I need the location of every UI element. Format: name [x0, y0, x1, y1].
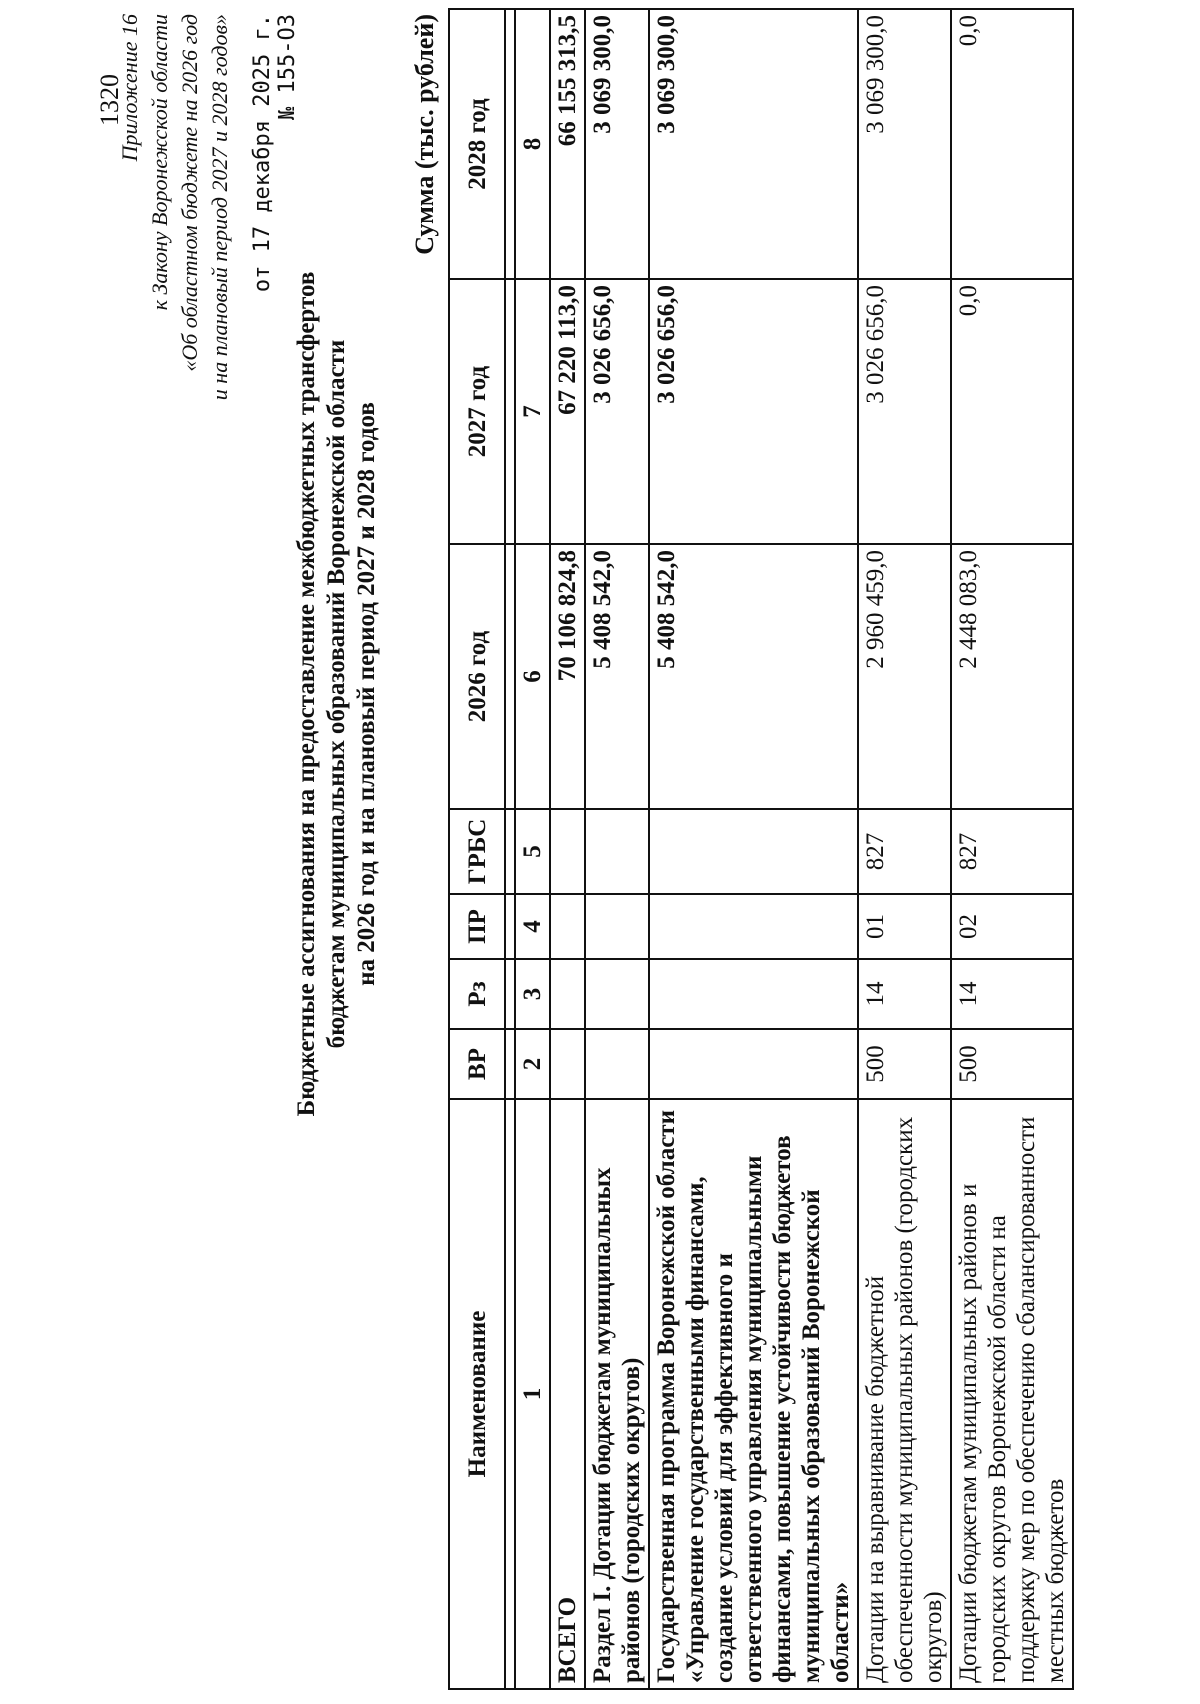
header-vr: ВР: [449, 1029, 505, 1099]
index-cell: 7: [515, 279, 550, 544]
page-number: 1320: [95, 74, 124, 126]
row-2027: 67 220 113,0: [550, 279, 585, 544]
row-pr: [649, 894, 858, 959]
row-rz: 14: [858, 959, 951, 1029]
row-2028: 66 155 313,5: [550, 9, 585, 279]
header-grbs: ГРБС: [449, 809, 505, 894]
index-cell: 3: [515, 959, 550, 1029]
law-date-number: от 17 декабря 2025 г. № 155-ОЗ: [250, 14, 300, 293]
appendix-line: и на плановый период 2027 и 2028 годов»: [207, 14, 232, 401]
row-2027: 0,0: [951, 279, 1073, 544]
row-2027: 3 026 656,0: [649, 279, 858, 544]
index-cell: 6: [515, 544, 550, 809]
table-row: [951, 9, 1073, 1689]
row-2028: 3 069 300,0: [858, 9, 951, 279]
row-2028: 3 069 300,0: [585, 9, 649, 279]
header-rz: Рз: [449, 959, 505, 1029]
row-grbs: 827: [951, 809, 1073, 894]
index-cell: 4: [515, 894, 550, 959]
row-2026: 5 408 542,0: [585, 544, 649, 809]
header-2028: 2028 год: [449, 9, 505, 279]
row-2027: 3 026 656,0: [858, 279, 951, 544]
row-rz: [649, 959, 858, 1029]
row-rz: [550, 959, 585, 1029]
row-2028: 3 069 300,0: [649, 9, 858, 279]
row-2026: 2 960 459,0: [858, 544, 951, 809]
header-name: Наименование: [449, 1099, 505, 1689]
table-row-program: [649, 9, 858, 1689]
row-rz: 14: [951, 959, 1073, 1029]
row-pr: [585, 894, 649, 959]
row-2026: 5 408 542,0: [649, 544, 858, 809]
row-pr: 02: [951, 894, 1073, 959]
row-2026: 2 448 083,0: [951, 544, 1073, 809]
row-vr: [585, 1029, 649, 1099]
appendix-line: «Об областном бюджете на 2026 год: [177, 14, 202, 372]
row-grbs: [649, 809, 858, 894]
row-name: Государственная программа Воронежской области «Управление государственными финансами, создание условий для эффективного и ответственного управления муниципальными финансами, повышение устойчивости бюджетов муниципальных образований Воронежской области»: [649, 1099, 858, 1689]
budget-table: [448, 8, 1074, 1690]
row-name: Дотации на выравнивание бюджетной обеспеченности муниципальных районов (городских округов): [858, 1099, 951, 1689]
row-2026: 70 106 824,8: [550, 544, 585, 809]
index-cell: 5: [515, 809, 550, 894]
spacer-row: [505, 9, 515, 1689]
title-line: бюджетам муниципальных образований Воронежской области: [323, 339, 350, 1049]
row-vr: [550, 1029, 585, 1099]
row-pr: [550, 894, 585, 959]
title-line: Бюджетные ассигнования на предоставление межбюджетных трансфертов: [293, 271, 320, 1117]
title-line: на 2026 год и на плановый период 2027 и 2028 годов: [353, 402, 380, 986]
table-row-total: [550, 9, 585, 1689]
header-row: [449, 9, 505, 1689]
index-cell: 8: [515, 9, 550, 279]
row-vr: [649, 1029, 858, 1099]
row-name: Дотации бюджетам муниципальных районов и городских округов Воронежской области на поддержку мер по обеспечению сбалансированности местных бюджетов: [951, 1099, 1073, 1689]
row-grbs: [550, 809, 585, 894]
document-title: [292, 134, 382, 1254]
row-pr: 01: [858, 894, 951, 959]
row-rz: [585, 959, 649, 1029]
header-2026: 2026 год: [449, 544, 505, 809]
row-2027: 3 026 656,0: [585, 279, 649, 544]
row-vr: 500: [858, 1029, 951, 1099]
table-row: [858, 9, 951, 1689]
table-row-section: [585, 9, 649, 1689]
row-name: Раздел I. Дотации бюджетам муниципальных районов (городских округов): [585, 1099, 649, 1689]
appendix-line: Приложение 16: [117, 14, 142, 162]
appendix-block: [115, 14, 235, 404]
header-pr: ПР: [449, 894, 505, 959]
row-grbs: [585, 809, 649, 894]
appendix-line: к Закону Воронежской области: [147, 14, 172, 311]
column-index-row: [515, 9, 550, 1689]
row-grbs: 827: [858, 809, 951, 894]
index-cell: 2: [515, 1029, 550, 1099]
header-2027: 2027 год: [449, 279, 505, 544]
units-label: Сумма (тыс. рублей): [410, 14, 439, 255]
index-cell: 1: [515, 1099, 550, 1689]
row-name: ВСЕГО: [550, 1099, 585, 1689]
row-2028: 0,0: [951, 9, 1073, 279]
row-vr: 500: [951, 1029, 1073, 1099]
